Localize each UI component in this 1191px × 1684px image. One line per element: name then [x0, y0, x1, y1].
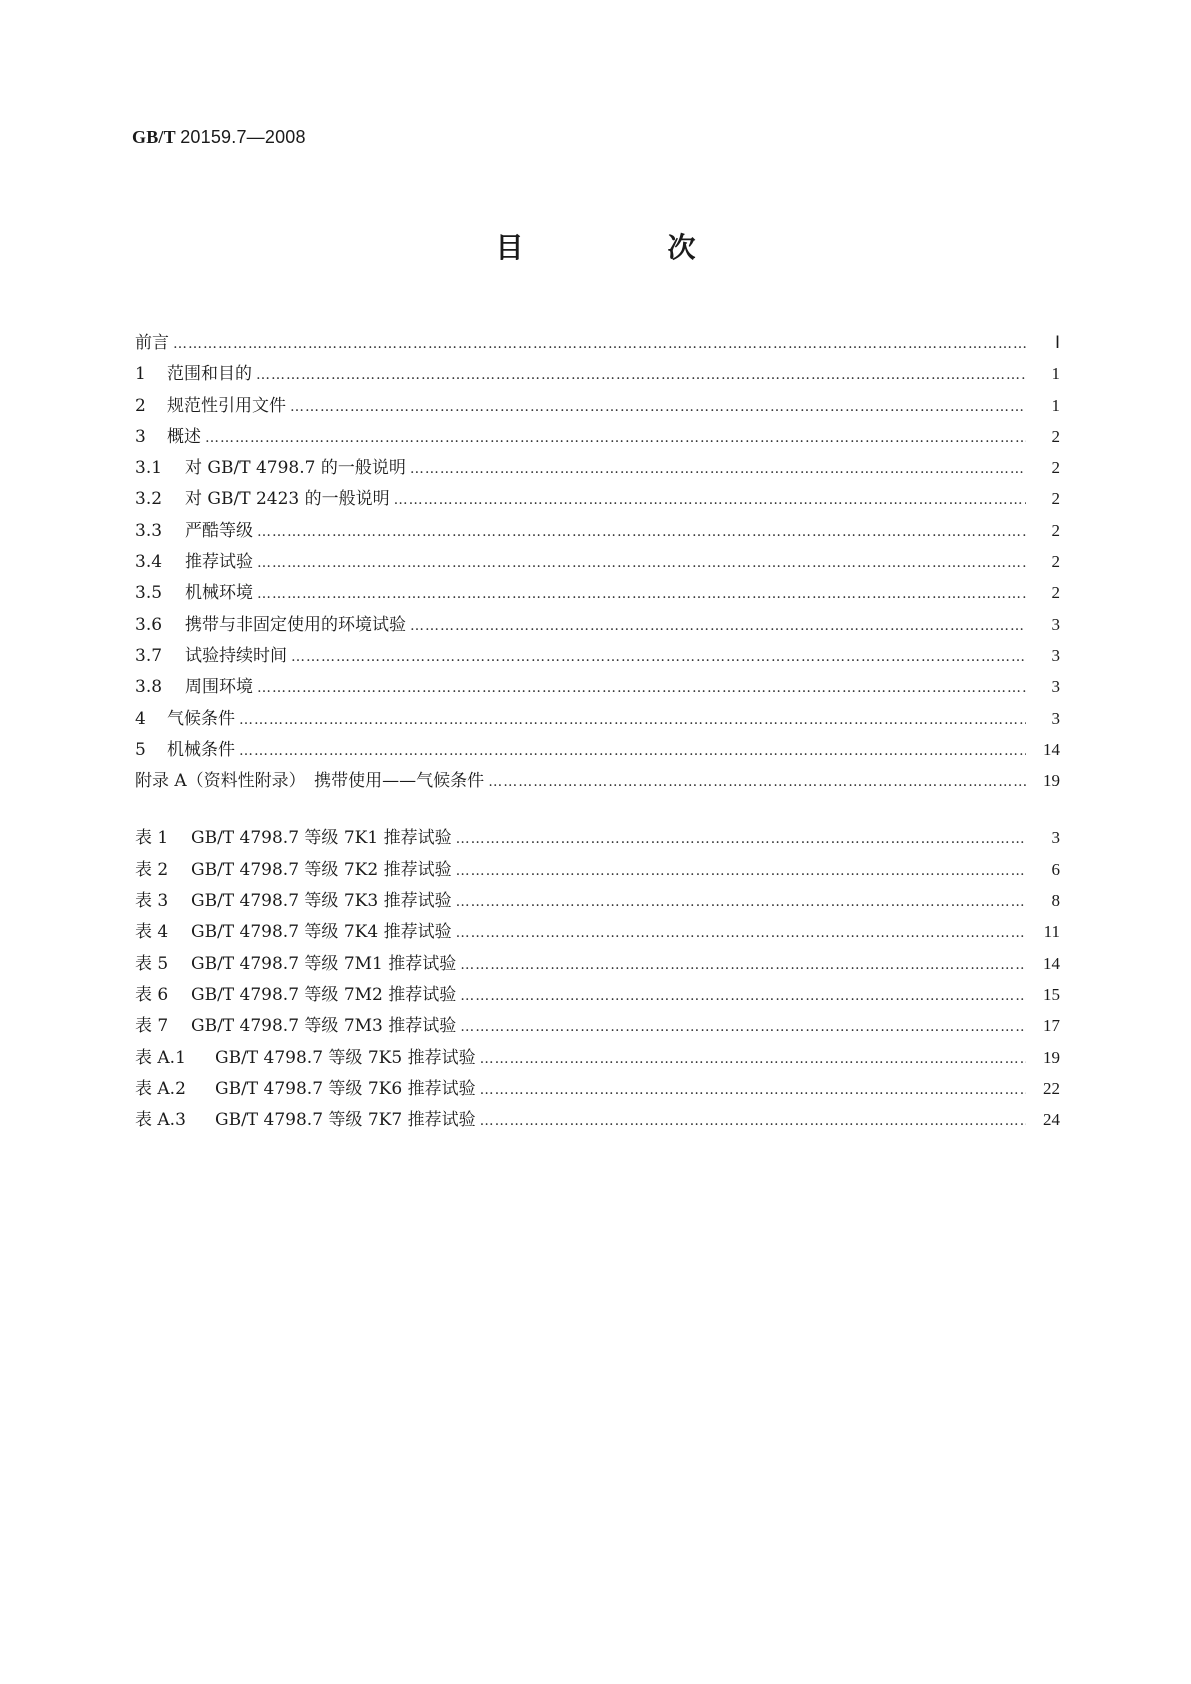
toc-entry-page: 3: [1051, 677, 1060, 697]
toc-entry-page: 3: [1051, 645, 1060, 665]
toc-table-entry-number: 表 2: [135, 859, 169, 880]
toc-entry-page: 1: [1051, 364, 1060, 384]
toc-entry-label: 前言: [135, 333, 169, 353]
toc-entry-page: 14: [1043, 739, 1060, 759]
toc-entry-label: 气候条件: [167, 708, 235, 729]
toc-entry[interactable]: [135, 766, 1060, 797]
toc-table-entry-label: GB/T 4798.7 等级 7M3 推荐试验: [191, 1016, 457, 1037]
toc-table-entry-page: 24: [1043, 1110, 1060, 1130]
toc-table-entry-label: GB/T 4798.7 等级 7K6 推荐试验: [215, 1078, 476, 1099]
toc-entry[interactable]: [135, 391, 1060, 422]
toc-entry-number: 3.2: [135, 489, 163, 510]
toc-entry-number: 3.7: [135, 645, 163, 666]
toc-entry-label: 对 GB/T 4798.7 的一般说明: [185, 458, 406, 479]
toc-table-entry[interactable]: [135, 1105, 1060, 1136]
toc-table-entry-label: GB/T 4798.7 等级 7K1 推荐试验: [191, 828, 452, 849]
dot-leader: [460, 988, 1026, 1004]
toc-table-entry-number: 表 6: [135, 984, 169, 1005]
toc-entry-page: 2: [1051, 458, 1060, 478]
toc-entry-number: 2: [135, 395, 146, 416]
dot-leader: [488, 774, 1026, 790]
toc-entry[interactable]: [135, 610, 1060, 641]
toc-table-entry-page: 17: [1043, 1016, 1060, 1036]
dot-leader: [460, 1019, 1026, 1035]
toc-entry-label: 推荐试验: [185, 552, 253, 573]
toc-table-entry-number: 表 4: [135, 922, 169, 943]
dot-leader: [291, 649, 1026, 665]
dot-leader: [480, 1113, 1026, 1129]
dot-leader: [394, 492, 1026, 508]
toc-entry-label: 机械条件: [167, 739, 235, 760]
toc-table-entry-label: GB/T 4798.7 等级 7K5 推荐试验: [215, 1047, 476, 1068]
toc-entry-number: 3.5: [135, 583, 163, 604]
toc-entry-page: 2: [1051, 583, 1060, 603]
toc-chapters: [135, 328, 1060, 797]
toc-table-entry-number: 表 1: [135, 828, 169, 849]
dot-leader: [480, 1082, 1026, 1098]
toc-table-entry-page: 22: [1043, 1078, 1060, 1098]
toc-entry-label: 对 GB/T 2423 的一般说明: [185, 489, 390, 510]
toc-table-entry-page: 8: [1051, 891, 1060, 911]
toc-table-entry[interactable]: [135, 917, 1060, 948]
toc-entry[interactable]: [135, 516, 1060, 547]
toc-entry-number: 3.1: [135, 458, 163, 479]
toc-entry-page: 3: [1051, 708, 1060, 728]
toc-table-entry-page: 11: [1043, 922, 1060, 942]
dot-leader: [456, 925, 1026, 941]
toc-entry[interactable]: [135, 422, 1060, 453]
toc-table-entry-number: 表 A.1: [135, 1047, 186, 1068]
toc-table-entry-page: 6: [1051, 859, 1060, 879]
dot-leader: [456, 894, 1026, 910]
toc-entry-label: 附录 A（资料性附录） 携带使用——气候条件: [135, 771, 485, 792]
toc-entry-page: Ⅰ: [1054, 333, 1060, 352]
toc-table-entry-label: GB/T 4798.7 等级 7K7 推荐试验: [215, 1110, 476, 1131]
toc-table-entry-label: GB/T 4798.7 等级 7K4 推荐试验: [191, 922, 452, 943]
dot-leader: [410, 461, 1026, 477]
toc-table-entry[interactable]: [135, 855, 1060, 886]
toc-table-entry-number: 表 5: [135, 953, 169, 974]
standard-number: [132, 127, 306, 148]
toc-table-entry-page: 15: [1043, 984, 1060, 1004]
page-title: 目 次: [495, 231, 754, 264]
toc-table-entry[interactable]: [135, 1043, 1060, 1074]
toc-entry-page: 2: [1051, 426, 1060, 446]
toc-table-entry[interactable]: [135, 823, 1060, 854]
toc-table-entry-number: 表 7: [135, 1016, 169, 1037]
toc-table-entry-label: GB/T 4798.7 等级 7K3 推荐试验: [191, 891, 452, 912]
toc-table-entry-number: 表 3: [135, 891, 169, 912]
table-of-contents: [135, 328, 1060, 1136]
toc-entry-label: 严酷等级: [185, 520, 253, 541]
dot-leader: [257, 524, 1026, 540]
toc-table-entry-label: GB/T 4798.7 等级 7K2 推荐试验: [191, 859, 452, 880]
toc-entry-page: 2: [1051, 520, 1060, 540]
toc-entry-number: 3.8: [135, 677, 163, 698]
toc-entry-page: 3: [1051, 614, 1060, 634]
toc-entry-number: 3.4: [135, 552, 163, 573]
toc-entry[interactable]: [135, 641, 1060, 672]
dot-leader: [456, 831, 1026, 847]
toc-table-entry-number: 表 A.3: [135, 1110, 186, 1131]
toc-entry[interactable]: [135, 547, 1060, 578]
toc-table-entry[interactable]: [135, 1011, 1060, 1042]
toc-entry[interactable]: [135, 704, 1060, 735]
toc-table-entry-label: GB/T 4798.7 等级 7M2 推荐试验: [191, 984, 457, 1005]
toc-table-entry[interactable]: [135, 949, 1060, 980]
dot-leader: [173, 336, 1026, 352]
toc-entry-number: 3: [135, 426, 146, 447]
toc-entry-number: 3.6: [135, 614, 163, 635]
toc-entry[interactable]: [135, 359, 1060, 390]
dot-leader: [256, 367, 1026, 383]
toc-table-entry-page: 19: [1043, 1047, 1060, 1067]
toc-entry[interactable]: [135, 578, 1060, 609]
dot-leader: [205, 430, 1026, 446]
toc-entry-label: 范围和目的: [167, 364, 252, 385]
dot-leader: [239, 712, 1026, 728]
toc-entry-label: 概述: [167, 426, 201, 447]
toc-table-entry-page: 14: [1043, 953, 1060, 973]
toc-entry-number: 3.3: [135, 520, 163, 541]
dot-leader: [257, 555, 1026, 571]
dot-leader: [290, 399, 1026, 415]
toc-table-entry-number: 表 A.2: [135, 1078, 186, 1099]
toc-table-entry[interactable]: [135, 1074, 1060, 1105]
toc-entry-label: 机械环境: [185, 583, 253, 604]
toc-entry[interactable]: [135, 453, 1060, 484]
toc-entry-label: 规范性引用文件: [167, 395, 286, 416]
toc-entry-page: 2: [1051, 489, 1060, 509]
dot-leader: [480, 1051, 1026, 1067]
toc-entry[interactable]: [135, 484, 1060, 515]
toc-tables: [135, 823, 1060, 1136]
toc-entry-label: 试验持续时间: [185, 645, 287, 666]
toc-entry-label: 周围环境: [185, 677, 253, 698]
toc-entry-number: 1: [135, 364, 146, 385]
dot-leader: [456, 863, 1026, 879]
toc-table-entry[interactable]: [135, 980, 1060, 1011]
toc-table-entry[interactable]: [135, 886, 1060, 917]
standard-prefix: GB/T: [132, 127, 176, 147]
toc-entry-number: 5: [135, 739, 146, 760]
toc-entry-page: 1: [1051, 395, 1060, 415]
dot-leader: [257, 586, 1026, 602]
dot-leader: [410, 618, 1026, 634]
dot-leader: [257, 680, 1026, 696]
dot-leader: [239, 743, 1026, 759]
toc-entry-page: 2: [1051, 552, 1060, 572]
dot-leader: [460, 957, 1026, 973]
toc-table-entry-label: GB/T 4798.7 等级 7M1 推荐试验: [191, 953, 457, 974]
toc-table-entry-page: 3: [1051, 828, 1060, 848]
toc-entry[interactable]: [135, 735, 1060, 766]
toc-entry[interactable]: [135, 328, 1060, 359]
standard-code: 20159.7—2008: [180, 127, 306, 147]
toc-entry[interactable]: [135, 672, 1060, 703]
toc-entry-page: 19: [1043, 771, 1060, 791]
toc-entry-number: 4: [135, 708, 146, 729]
toc-entry-label: 携带与非固定使用的环境试验: [185, 614, 406, 635]
